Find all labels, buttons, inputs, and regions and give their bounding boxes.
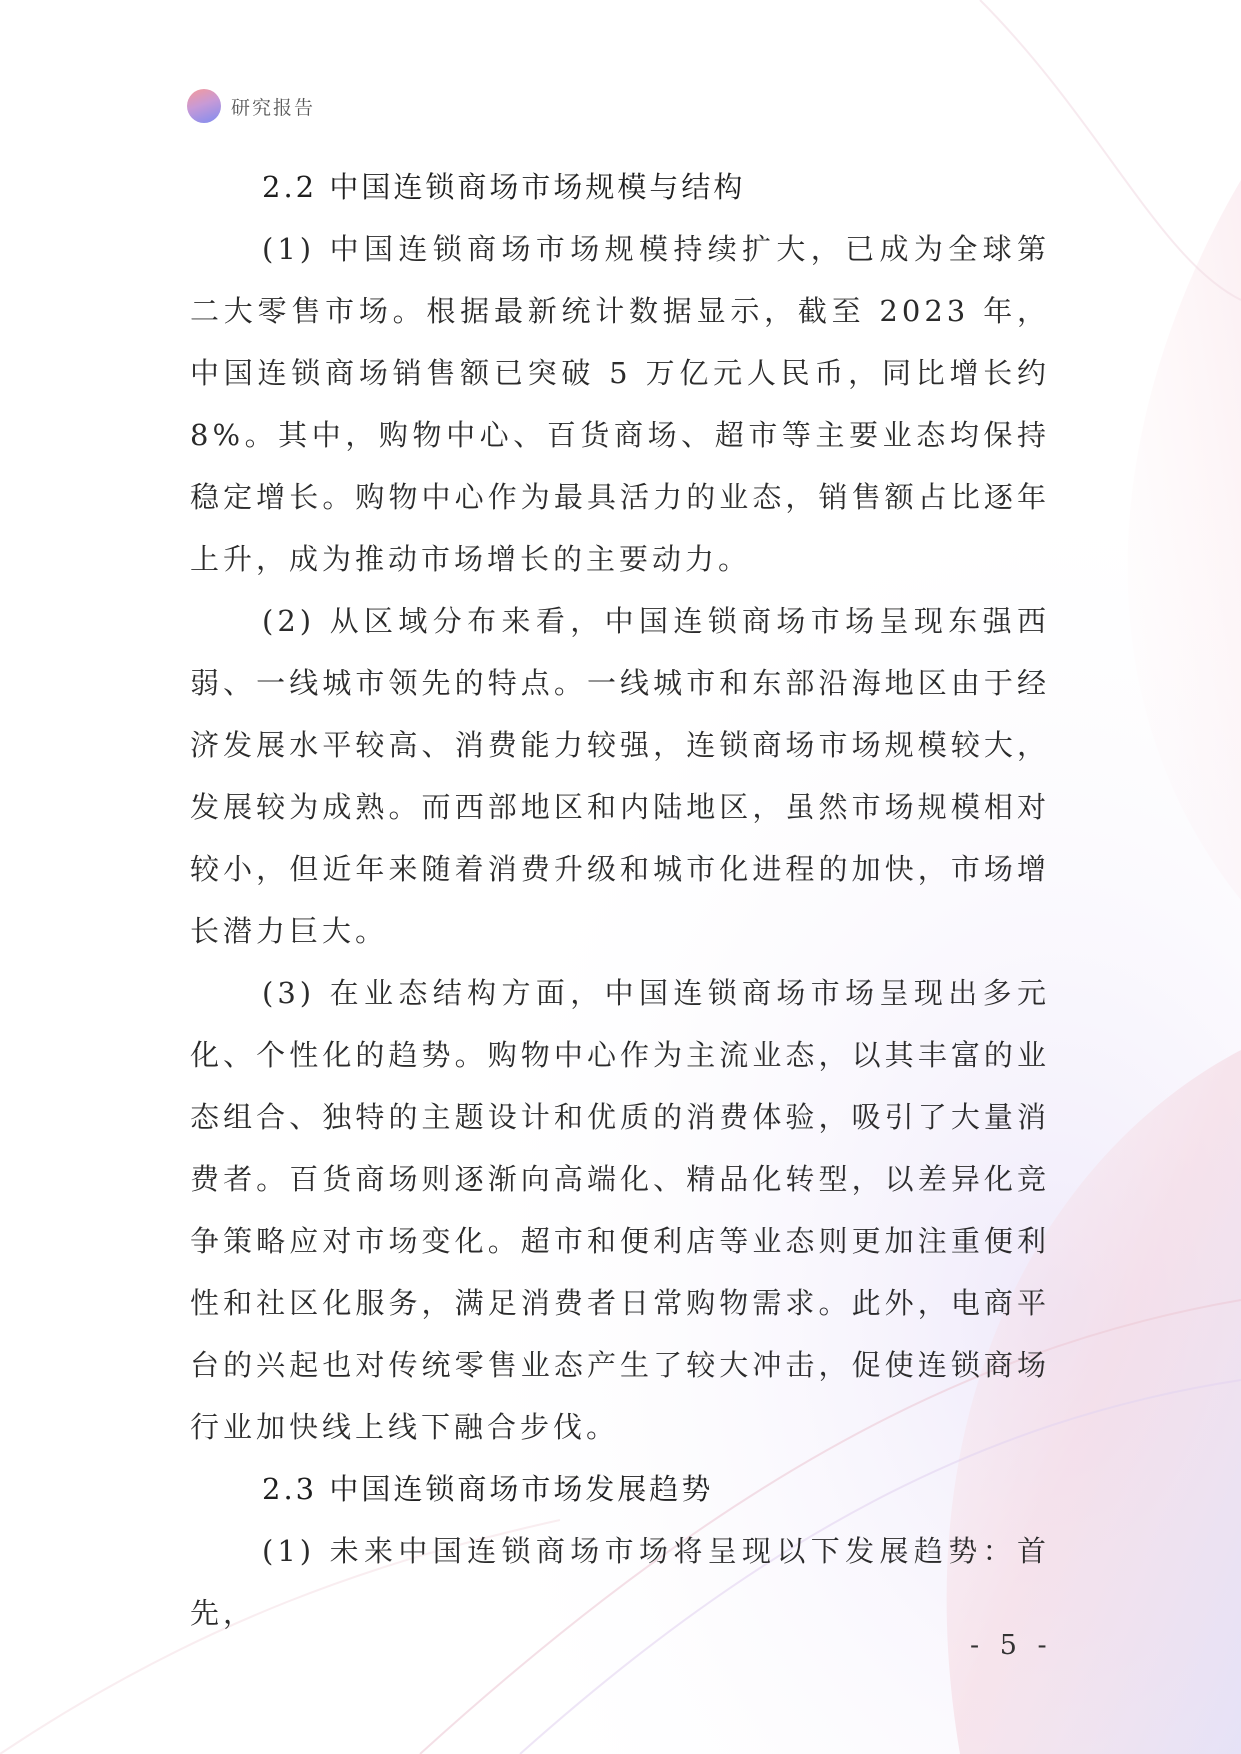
paragraph-2-3-1: (1) 未来中国连锁商场市场将呈现以下发展趋势：首先， [190,1534,1050,1630]
page-number: - 5 - [970,1630,1053,1661]
paragraph-2-2-2: (2) 从区域分布来看，中国连锁商场市场呈现东强西弱、一线城市领先的特点。一线城市和东部沿海地区由于经济发展水平较高、消费能力较强，连锁商场市场规模较大，发展较为成熟。而西部地区和内陆地区，虽然市场规模相对较小，但近年来随着消费升级和城市化进程的加快，市场增长潜力巨大。 [190,604,1050,948]
header-title: 研究报告 [231,96,316,119]
document-body [190,156,1050,1644]
section-heading-2-2: 2.2 中国连锁商场市场规模与结构 [262,170,746,204]
paragraph-2-2-1: (1) 中国连锁商场市场规模持续扩大，已成为全球第二大零售市场。根据最新统计数据显示，截至 2023 年，中国连锁商场销售额已突破 5 万亿元人民币，同比增长约 8%。其中，购物中心、百货商场、超市等主要业态均保持稳定增长。购物中心作为最具活力的业态，销售额占比逐年上升，成为推动市场增长的主要动力。 [190,232,1050,576]
report-header [187,89,315,123]
logo-circle-icon [187,89,221,123]
paragraph-2-2-3: (3) 在业态结构方面，中国连锁商场市场呈现出多元化、个性化的趋势。购物中心作为主流业态，以其丰富的业态组合、独特的主题设计和优质的消费体验，吸引了大量消费者。百货商场则逐渐向高端化、精品化转型，以差异化竞争策略应对市场变化。超市和便利店等业态则更加注重便利性和社区化服务，满足消费者日常购物需求。此外，电商平台的兴起也对传统零售业态产生了较大冲击，促使连锁商场行业加快线上线下融合步伐。 [190,976,1050,1444]
section-heading-2-3: 2.3 中国连锁商场市场发展趋势 [262,1472,714,1506]
